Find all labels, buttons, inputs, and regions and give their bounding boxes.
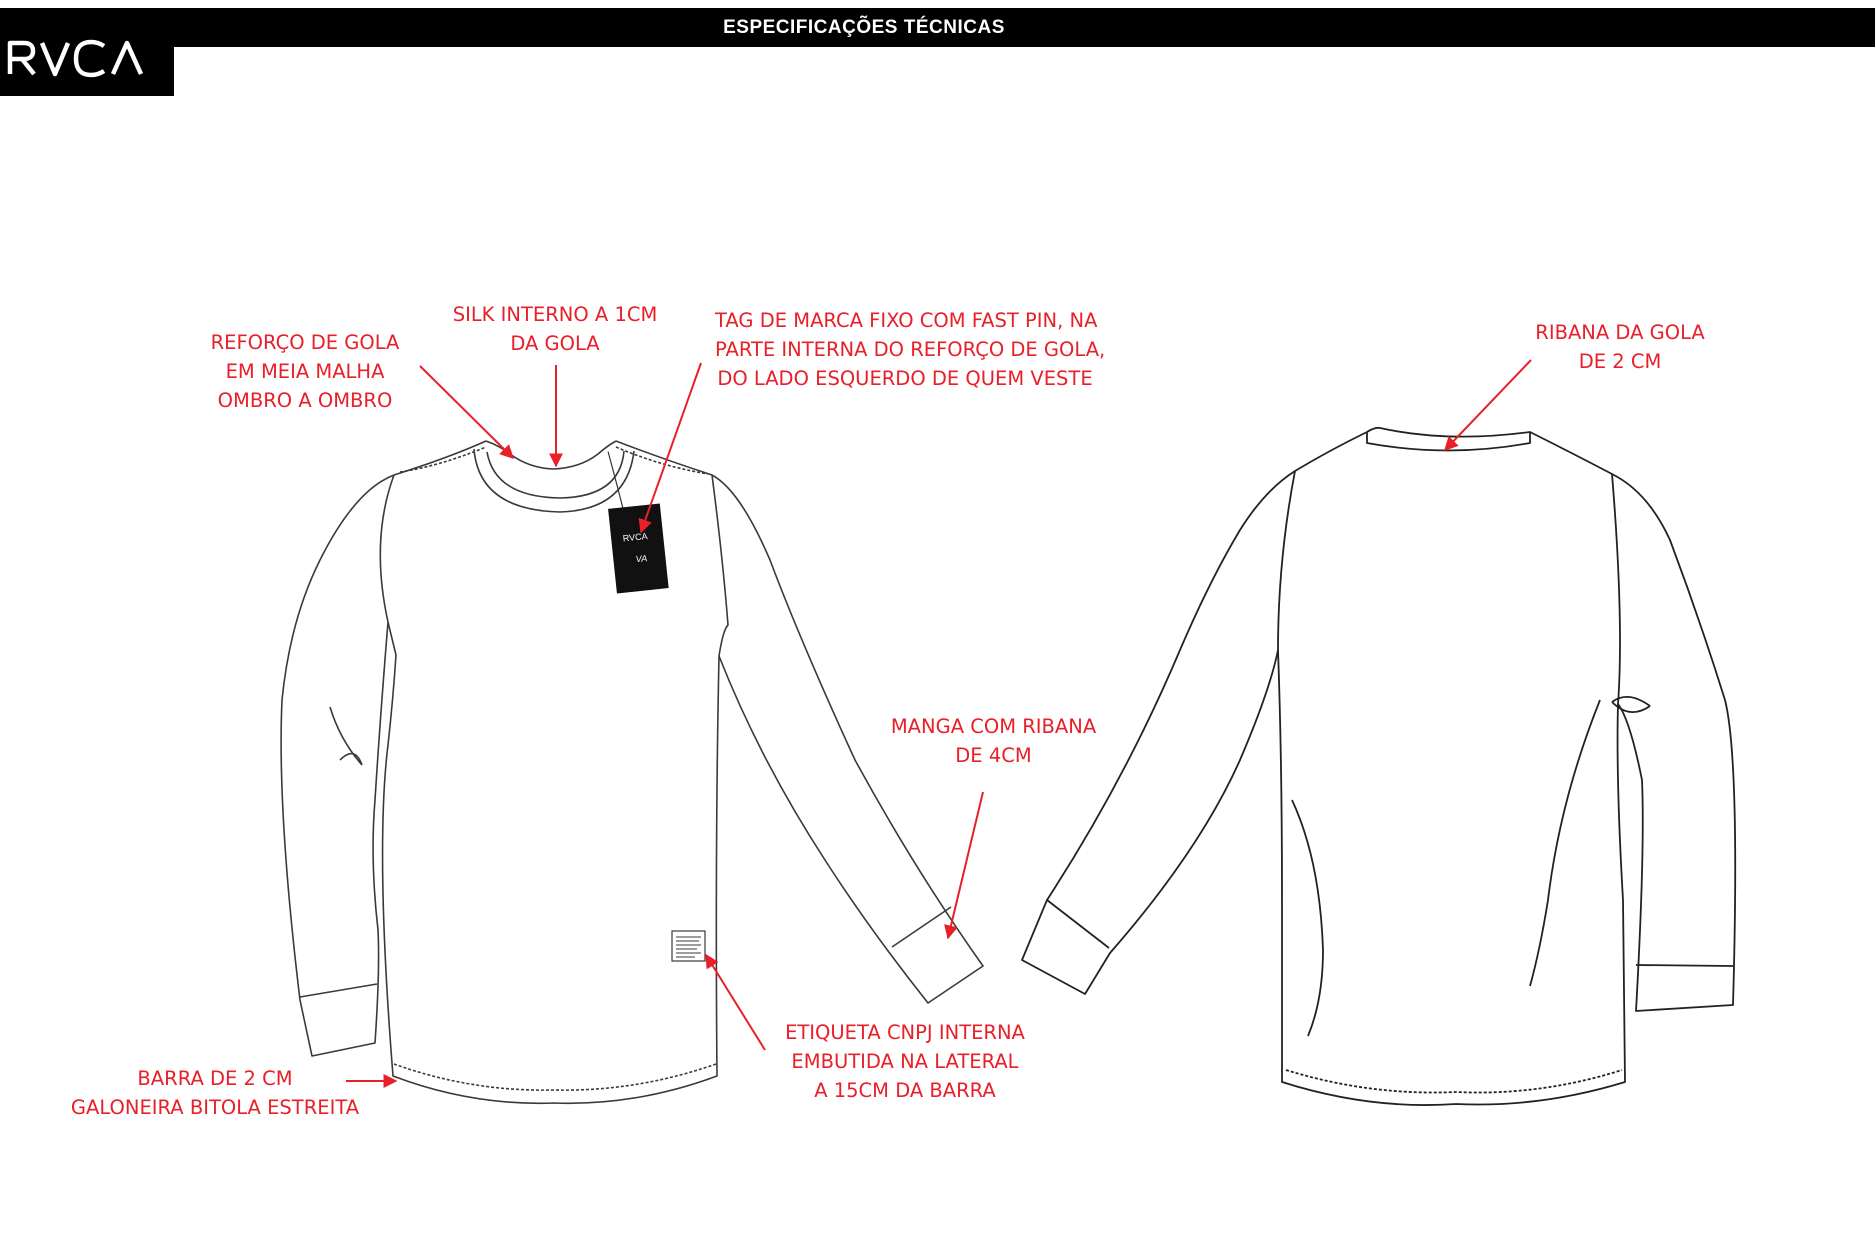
back-right-cuff (1636, 965, 1733, 966)
front-shoulder-stitch (400, 447, 708, 474)
callout-brand-tag: TAG DE MARCA FIXO COM FAST PIN, NA PARTE INTERNA DO REFORÇO DE GOLA, DO LADO ESQUERDO DE QUEM VESTE (715, 309, 1106, 390)
callout-inner-silk: SILK INTERNO A 1CM DA GOLA (452, 303, 658, 355)
callout-sleeve-rib: MANGA COM RIBANA DE 4CM (890, 715, 1097, 767)
page-title: ESPECIFICAÇÕES TÉCNICAS (723, 17, 1005, 38)
arrow-cnpj-label (706, 955, 765, 1050)
shirt-back (1022, 428, 1735, 1105)
callout-cnpj-label: ETIQUETA CNPJ INTERNA EMBUTIDA NA LATERAL A 15CM DA BARRA (785, 1021, 1025, 1102)
back-left-cuff (1047, 900, 1109, 948)
back-fold-line-mid (1530, 700, 1600, 986)
front-left-cuff (300, 984, 377, 997)
front-left-sleeve (281, 475, 394, 1056)
front-left-fold (330, 707, 362, 765)
callout-hem: BARRA DE 2 CM GALONEIRA BITOLA ESTREITA (70, 1067, 360, 1119)
front-hem-stitch (394, 1064, 716, 1090)
front-body-outline (380, 441, 728, 1103)
back-right-sleeve (1612, 474, 1735, 1011)
callout-collar-rib: RIBANA DA GOLA DE 2 CM (1535, 321, 1705, 373)
front-collar-outer (486, 441, 616, 469)
back-body-outline (1278, 432, 1625, 1105)
arrow-brand-tag (641, 363, 701, 532)
back-fold-line-left (1292, 800, 1323, 1036)
callout-collar-reinforcement: REFORÇO DE GOLA EM MEIA MALHA OMBRO A OMBRO (210, 331, 400, 412)
hang-tag (602, 447, 669, 594)
hang-tag-mark: VA (635, 553, 648, 565)
arrow-sleeve-rib (948, 792, 983, 938)
arrow-collar-reinforcement (420, 366, 513, 458)
cnpj-label-graphic (672, 931, 705, 961)
hang-tag-logo: RVCA (622, 530, 649, 544)
front-right-cuff (892, 907, 951, 947)
back-hem-stitch (1286, 1070, 1622, 1093)
